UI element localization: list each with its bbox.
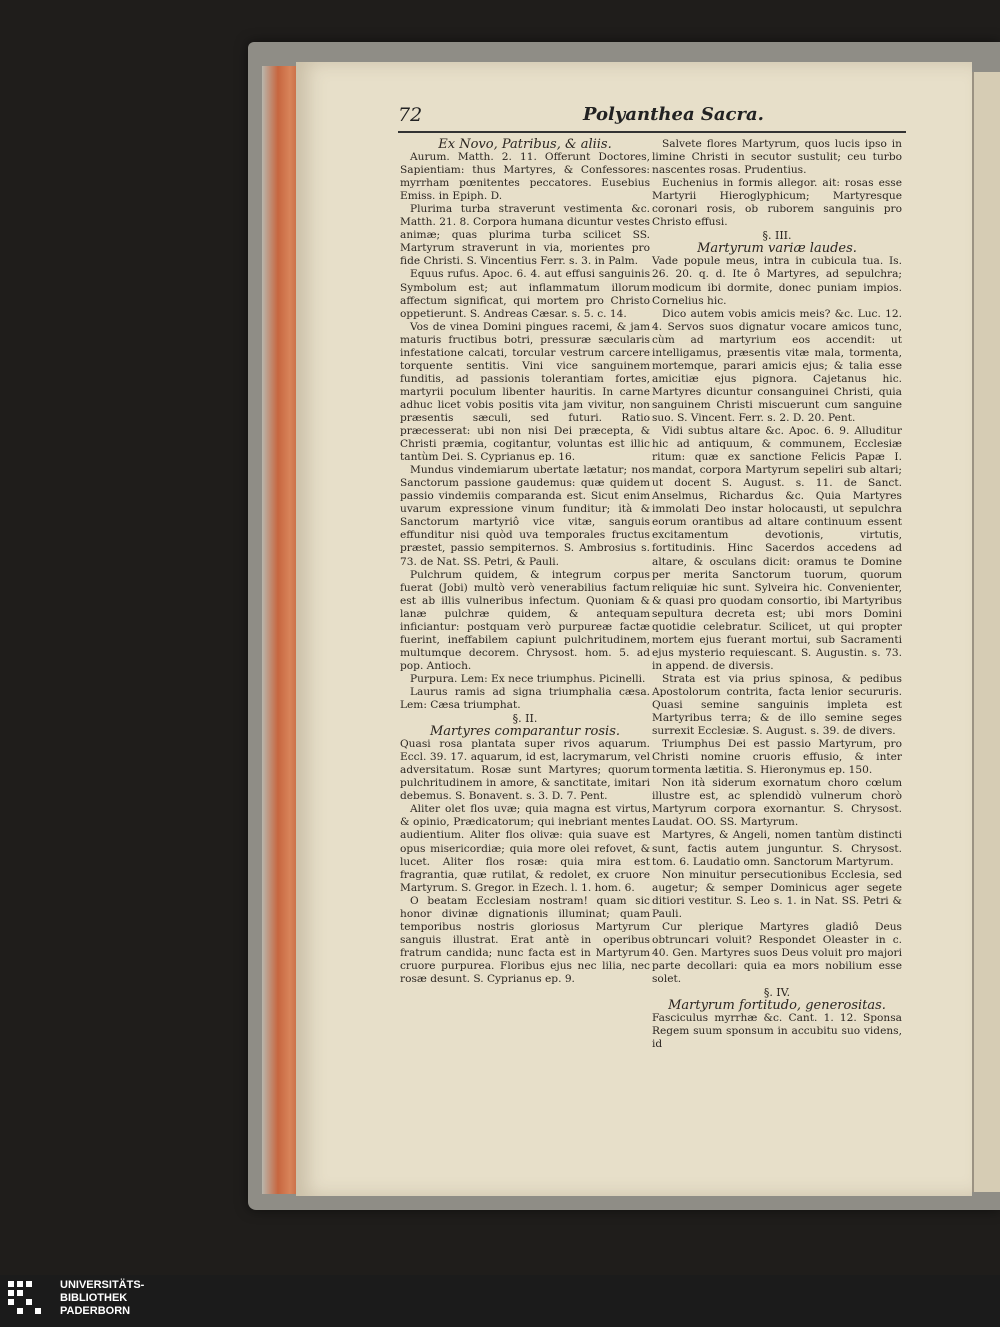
- page-header: [398, 104, 908, 132]
- section-title: Martyrum fortitudo, generositas.: [668, 998, 886, 1014]
- section-title: Martyres comparantur rosis.: [429, 724, 621, 740]
- paragraph: Vade popule meus, intra in cubicula tua. Is. 26. 20. q. d. Ite ô Martyres, ad sepulchra; modicum ibi dormite, donec puniam impios. Cornelius hic.: [652, 255, 902, 307]
- paragraph: Salvete flores Martyrum, quos lucis ipso in limine Christi in secutor sustulit; ceu turbo nascentes rosas. Prudentius.: [652, 138, 902, 177]
- library-name: [60, 1279, 144, 1318]
- paragraph: O beatam Ecclesiam nostram! quam sic honor divinæ dignationis illuminat; quam temporibus nostris gloriosus Martyrum sanguis illustrat. Erat antè in operibus fratrum candida; nunc facta est in Martyrum cruore purpurea. Floribus ejus nec lilia, nec rosæ desunt. S. Cyprianus ep. 9.: [400, 894, 650, 985]
- paragraph: Dico autem vobis amicis meis? &c. Luc. 12. 4. Servos suos dignatur vocare amicos tunc, cùm ad martyrium eos accendit: ut intelligamus, præsentis vitæ mala, tormenta, mortemque, parari amicis ejus; & talia esse amicitiæ ejus pignora. Cajetanus hic. Martyres dicuntur consanguinei Christi, quia sanguinem Christi miscuerunt cum sanguine suo. S. Vincent. Ferr. s. 2. D. 20. Pent.: [652, 307, 902, 424]
- paragraph: Mundus vindemiarum ubertate lætatur; nos Sanctorum passione gaudemus: quæ quidem passio vindemiis comparanda est. Sicut enim uvarum expressione vinum funditur; ità & Sanctorum martyriô vice vitæ, sanguis effunditur nisi quòd uva temporales fructus præstet, passio sempiternos. S. Ambrosius s. 73. de Nat. SS. Petri, & Pauli.: [400, 464, 650, 568]
- paragraph: Martyres, & Angeli, nomen tantùm distincti sunt, factis autem junguntur. S. Chrysost. tom. 6. Laudatio omn. Sanctorum Martyrum.: [652, 829, 902, 868]
- paragraph: Euchenius in formis allegor. ait: rosas esse Martyrii Hieroglyphicum; Martyresque coronari rosis, ob ruborem sanguinis pro Christo effusi.: [652, 177, 902, 229]
- right-column: [652, 138, 902, 1051]
- library-footer: [0, 1275, 1000, 1327]
- section-title: Martyrum variæ laudes.: [697, 241, 857, 257]
- library-name-line1: UNIVERSITÄTS-: [60, 1279, 145, 1291]
- paragraph: Laurus ramis ad signa triumphalia cæsa. Lem: Cæsa triumphat.: [400, 685, 650, 712]
- paragraph: Aliter olet flos uvæ; quia magna est virtus, & opinio, Prædicatorum; qui inebriant mentes audientium. Aliter flos olivæ: quia suave est opus misericordiæ; quia more olei refovet, & lucet. Aliter flos rosæ: quia mira est fragrantia, quæ rutilat, & redolet, ex cruore Martyrum. S. Gregor. in Ezech. l. 1. hom. 6.: [400, 803, 650, 894]
- facing-page: [972, 72, 1000, 1192]
- paragraph: Vidi subtus altare &c. Apoc. 6. 9. Alluditur hic ad antiquum, & communem, Ecclesiæ ritum: quæ ex sanctione Felicis Papæ I. mandat, corpora Martyrum sepeliri sub altari; ut docent S. August. s. 11. de Sanct. Anselmus, Richardus &c. Quia Martyres immolati Deo instar holocausti, ut sepulchra eorum orantibus ad altare continuum essent excitamentum devotionis, virtutis, fortitudinis. Hinc Sacerdos accedens ad altare, & osculans dicit: oramus te Domine per merita Sanctorum tuorum, quorum reliquiæ hic sunt. Sylveira hic. Convenienter, & quasi pro quodam consortio, ibi Martyribus sepultura decreta est; ubi mors Domini quotidie celebratur. Scilicet, ut qui propter mortem ejus fuerant mortui, sub Sacramenti ejus mysterio requiescant. S. Augustin. s. 73. in append. de diversis.: [652, 425, 902, 672]
- library-name-line2: BIBLIOTHEK: [60, 1292, 128, 1304]
- paragraph: Non minuitur persecutionibus Ecclesia, sed augetur; & semper Dominicus ager segete ditiori vestitur. S. Leo s. 1. in Nat. SS. Petri & Pauli.: [652, 868, 902, 920]
- paragraph: Strata est via prius spinosa, & pedibus Apostolorum contrita, facta lenior secururis. Quasi semine sanguinis impleta est Martyribus terra; & de illo semine seges surrexit Ecclesiæ. S. August. s. 39. de divers.: [652, 672, 902, 738]
- paragraph: Pulchrum quidem, & integrum corpus fuerat (Jobi) multò verò venerabilius factum est ab illis vulneribus infectum. Quoniam & lanæ pulchræ quidem, & antequam inficiantur: postquam verò purpureæ factæ fuerint, ineffabilem capiunt pulchritudinem, multumque decorem. Chrysost. hom. 5. ad pop. Antioch.: [400, 568, 650, 672]
- library-name-line3: PADERBORN: [60, 1305, 131, 1317]
- column-heading: Ex Novo, Patribus, & aliis.: [438, 137, 612, 152]
- header-rule: [398, 131, 906, 133]
- section-number: §. III.: [762, 229, 792, 243]
- paragraph: Fasciculus myrrhæ &c. Cant. 1. 12. Sponsa Regem suum sponsum in accubitu suo videns, id: [652, 1012, 902, 1051]
- page-number: 72: [398, 104, 423, 126]
- paragraph: Plurima turba straverunt vestimenta &c. Matth. 21. 8. Corpora humana dicuntur vestes animæ; quas plurima turba scilicet SS. Martyrum straverunt in via, morientes pro fide Christi. S. Vincentius Ferr. s. 3. in Palm.: [400, 203, 650, 268]
- left-column: [400, 138, 650, 986]
- paragraph: Cur plerique Martyres gladiô Deus obtruncari voluit? Respondet Oleaster in c. 40. Gen. Martyres suos Deus voluit pro majori parte decollari: quia ea mors nobilium esse solet.: [652, 920, 902, 985]
- paragraph: Purpura. Lem: Ex nece triumphus. Picinelli.: [410, 672, 646, 685]
- section-number: §. II.: [512, 712, 538, 726]
- section-number: §. IV.: [763, 986, 791, 1000]
- paragraph: Aurum. Matth. 2. 11. Offerunt Doctores, Sapientiam: thus Martyres, & Confessores: myrrham pœnitentes peccatores. Eusebius Emiss. in Epiph. D.: [400, 151, 650, 203]
- paragraph: Quasi rosa plantata super rivos aquarum. Eccl. 39. 17. aquarum, id est, lacrymarum, vel adversitatum. Rosæ sunt Martyres; quorum pulchritudinem in amore, & sanctitate, imitari debemus. S. Bonavent. s. 3. D. 7. Pent.: [400, 738, 650, 803]
- paragraph: Vos de vinea Domini pingues racemi, & jam maturis fructibus botri, pressuræ sæcularis infestatione calcati, torcular vestrum carcere torquente sentitis. Vini vice sanguinem funditis, ad passionis tolerantiam fortes, martyrii poculum libenter hauritis. In carne adhuc licet vobis positis vita jam vivitur, non præsentis sæculi, sed futuri. Ratio præcesserat: ubi non nisi Dei præcepta, & Christi præmia, cogitantur, voluntas est illic tantùm Dei. S. Cyprianus ep. 16.: [400, 320, 650, 464]
- paragraph: Equus rufus. Apoc. 6. 4. aut effusi sanguinis Symbolum est; aut inflammatum illorum affectum significat, qui mortem pro Christo oppetierunt. S. Andreas Cæsar. s. 5. c. 14.: [400, 268, 650, 320]
- library-logo-icon: [8, 1281, 50, 1321]
- paragraph: Non ità siderum exornatum choro cœlum illustre est, ac splendidò vulnerum chorò Martyrum corpora exornantur. S. Chrysost. Laudat. OO. SS. Martyrum.: [652, 777, 902, 829]
- paragraph: Triumphus Dei est passio Martyrum, pro Christi nomine cruoris effusio, & inter tormenta lætitia. S. Hieronymus ep. 150.: [652, 738, 902, 777]
- running-title: Polyanthea Sacra.: [583, 104, 764, 125]
